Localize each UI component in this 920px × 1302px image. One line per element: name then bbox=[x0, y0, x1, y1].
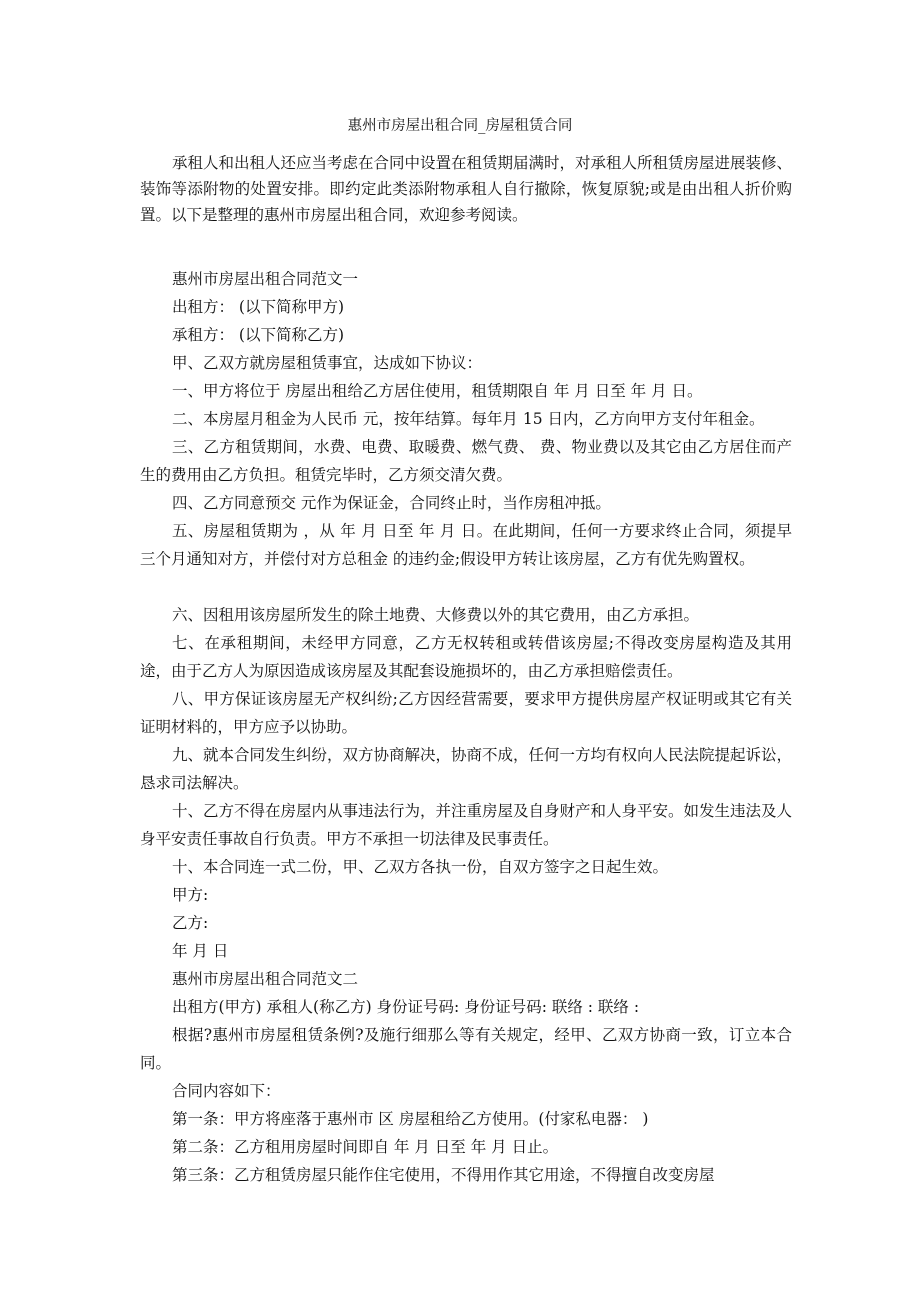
content-heading: 合同内容如下： bbox=[172, 1082, 281, 1100]
lessor-line: 出租方： (以下简称甲方) bbox=[172, 298, 345, 316]
clause-8: 八、甲方保证该房屋无产权纠纷;乙方因经营需要，要求甲方提供房屋产权证明或其它有关证明材料的，甲方应予以协助。 bbox=[140, 690, 792, 736]
clause-9: 九、就本合同发生纠纷，双方协商解决，协商不成，任何一方均有权向人民法院提起诉讼，恳求司法解决。 bbox=[140, 746, 793, 792]
clause-5: 五、房屋租赁期为 ，从 年 月 日至 年 月 日。在此期间，任何一方要求终止合同，须提早三个月通知对方，并偿付对方总租金 的违约金;假设甲方转让该房屋，乙方有优先购置权。 bbox=[140, 522, 792, 568]
party-a-signature: 甲方: bbox=[172, 886, 209, 904]
clause-1: 一、甲方将位于 房屋出租给乙方居住使用，租赁期限自 年 月 日至 年 月 日。 bbox=[172, 382, 703, 400]
sample1-heading: 惠州市房屋出租合同范文一 bbox=[172, 270, 359, 288]
clause-7: 七、在承租期间，未经甲方同意，乙方无权转租或转借该房屋;不得改变房屋构造及其用途，由于乙方人为原因造成该房屋及其配套设施损坏的，由乙方承担赔偿责任。 bbox=[140, 634, 792, 680]
article-3: 第三条：乙方租赁房屋只能作住宅使用，不得用作其它用途，不得擅自改变房屋 bbox=[172, 1166, 715, 1184]
clause-10: 十、乙方不得在房屋内从事违法行为，并注重房屋及自身财产和人身平安。如发生违法及人身平安责任事故自行负责。甲方不承担一切法律及民事责任。 bbox=[140, 802, 793, 848]
basis-paragraph: 根据?惠州市房屋租赁条例?及施行细那么等有关规定，经甲、乙双方协商一致，订立本合同。 bbox=[140, 1026, 792, 1072]
article-1: 第一条：甲方将座落于惠州市 区 房屋租给乙方使用。(付家私电器： ) bbox=[172, 1110, 649, 1128]
parties-line: 出租方(甲方) 承租人(称乙方) 身份证号码: 身份证号码: 联络 : 联络 : bbox=[172, 998, 640, 1016]
clause-11: 十、本合同连一式二份，甲、乙双方各执一份，自双方签字之日起生效。 bbox=[172, 858, 669, 876]
intro-paragraph: 承租人和出租人还应当考虑在合同中设置在租赁期届满时，对承租人所租赁房屋进展装修、装饰等添附物的处置安排。即约定此类添附物承租人自行撤除，恢复原貌;或是由出租人折价购置。以下是整理的惠州市房屋出租合同，欢迎参考阅读。 bbox=[140, 154, 793, 224]
article-2: 第二条：乙方租用房屋时间即自 年 月 日至 年 月 日止。 bbox=[172, 1138, 559, 1156]
signature-date: 年 月 日 bbox=[172, 942, 229, 960]
sample2-heading: 惠州市房屋出租合同范文二 bbox=[172, 970, 359, 988]
clause-6: 六、因租用该房屋所发生的除土地费、大修费以外的其它费用，由乙方承担。 bbox=[172, 606, 700, 624]
lessee-line: 承租方： (以下简称乙方) bbox=[172, 326, 345, 344]
party-b-signature: 乙方: bbox=[172, 914, 209, 932]
clause-2: 二、本房屋月租金为人民币 元，按年结算。每年月 15 日内，乙方向甲方支付年租金。 bbox=[172, 410, 765, 428]
clause-3: 三、乙方租赁期间，水费、电费、取暖费、燃气费、 费、物业费以及其它由乙方居住而产生的费用由乙方负担。租赁完毕时，乙方须交清欠费。 bbox=[140, 438, 792, 484]
document-title: 惠州市房屋出租合同_房屋租赁合同 bbox=[347, 118, 573, 134]
clause-4: 四、乙方同意预交 元作为保证金，合同终止时，当作房租冲抵。 bbox=[172, 494, 611, 512]
agreement-line: 甲、乙双方就房屋租赁事宜，达成如下协议： bbox=[172, 354, 483, 372]
